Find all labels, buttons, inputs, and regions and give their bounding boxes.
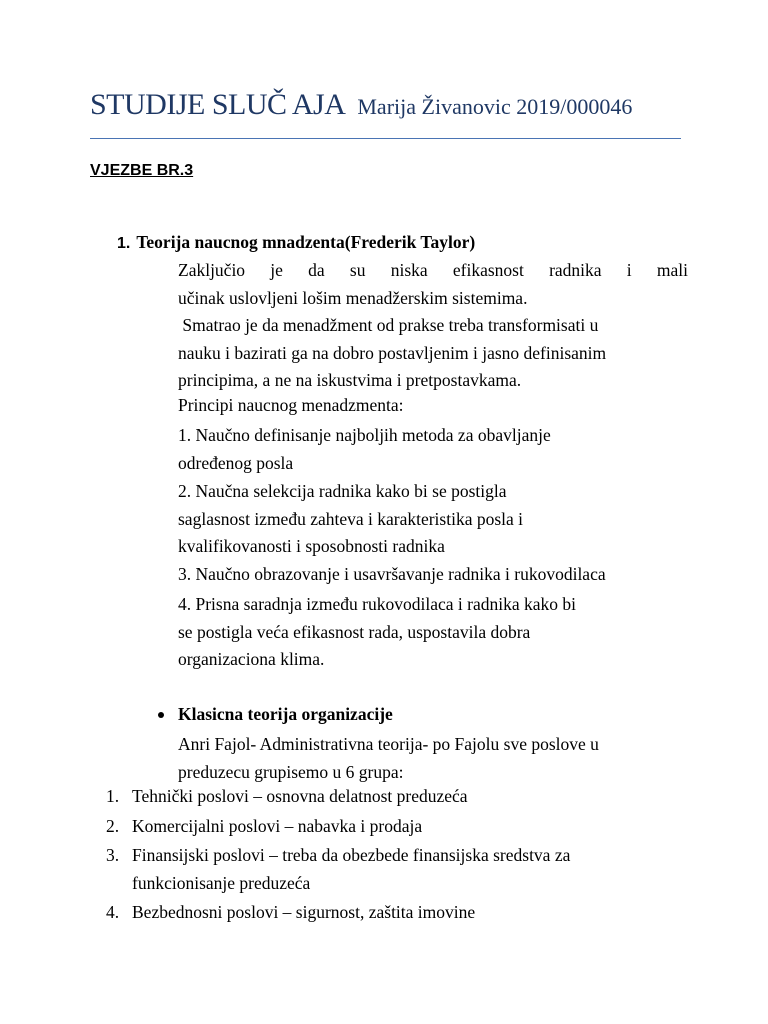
text-line: učinak uslovljeni lošim menadžerskim sistemima. [178, 287, 528, 308]
section2-title: Klasicna teorija organizacije [178, 704, 393, 724]
text-line: nauku i bazirati ga na dobro postavljenim i jasno definisanim [178, 342, 607, 363]
list-text: Finansijski poslovi – treba da obezbede finansijska sredstva za [132, 845, 571, 865]
text-line: Smatrao je da menadžment od prakse treba transformisati u [178, 315, 599, 335]
text-line: 2. Naučna selekcija radnika kako bi se postigla [178, 481, 507, 501]
text-line: određenog posla [178, 452, 294, 473]
exercise-heading: VJEZBE BR.3 [90, 162, 194, 179]
text-line: Zaključio je da su niska efikasnost radnika i mali [178, 260, 688, 280]
principle-1 [178, 422, 688, 477]
title-main: STUDIJE SLUČ AJA [90, 88, 346, 121]
section1-heading [117, 232, 475, 253]
text-line: 4. Prisna saradnja između rukovodilaca i radnika kako bi [178, 594, 577, 614]
section1-number: 1. [117, 235, 131, 252]
text-line: 1. Naučno definisanje najboljih metoda za obavljanje [178, 425, 551, 445]
list-text: funkcionisanje preduzeća [132, 873, 311, 893]
text-line: kvalifikovanosti i sposobnosti radnika [178, 536, 445, 556]
bullet-icon [158, 712, 164, 718]
section1-paragraph-1 [178, 257, 688, 312]
text-line: organizaciona klima. [178, 649, 325, 669]
title-underline [90, 138, 681, 139]
list-number: 1. [106, 786, 120, 806]
section1-title: Teorija naucnog mnadzenta(Frederik Taylor) [136, 232, 476, 252]
section2-intro [178, 731, 688, 786]
principle-2 [178, 478, 688, 561]
document-title [90, 88, 690, 122]
text-line: principima, a ne na iskustvima i pretpostavkama. [178, 370, 522, 390]
title-author-id: Marija Živanovic 2019/000046 [357, 94, 633, 119]
text-line: Anri Fajol- Administrativna teorija- po Fajolu sve poslove u [178, 734, 599, 754]
list-number: 3. [106, 845, 120, 865]
principle-4 [178, 591, 688, 674]
list-text: Tehnički poslovi – osnovna delatnost preduzeća [132, 786, 468, 806]
list-number: 4. [106, 902, 120, 922]
principle-3 [178, 561, 688, 589]
text-line: saglasnost između zahteva i karakteristika posla i [178, 508, 524, 529]
list-text: Bezbednosni poslovi – sigurnost, zaštita imovine [132, 902, 476, 922]
text-line: se postigla veća efikasnost rada, uspostavila dobra [178, 621, 531, 642]
list-number: 2. [106, 816, 120, 836]
text-line: 3. Naučno obrazovanje i usavršavanje radnika i rukovodilaca [178, 564, 606, 584]
principles-label: Principi naucnog menadzmenta: [178, 395, 404, 415]
section1-paragraph-2 [178, 312, 688, 395]
text-line: preduzecu grupisemo u 6 grupa: [178, 761, 404, 782]
list-text: Komercijalni poslovi – nabavka i prodaja [132, 816, 423, 836]
